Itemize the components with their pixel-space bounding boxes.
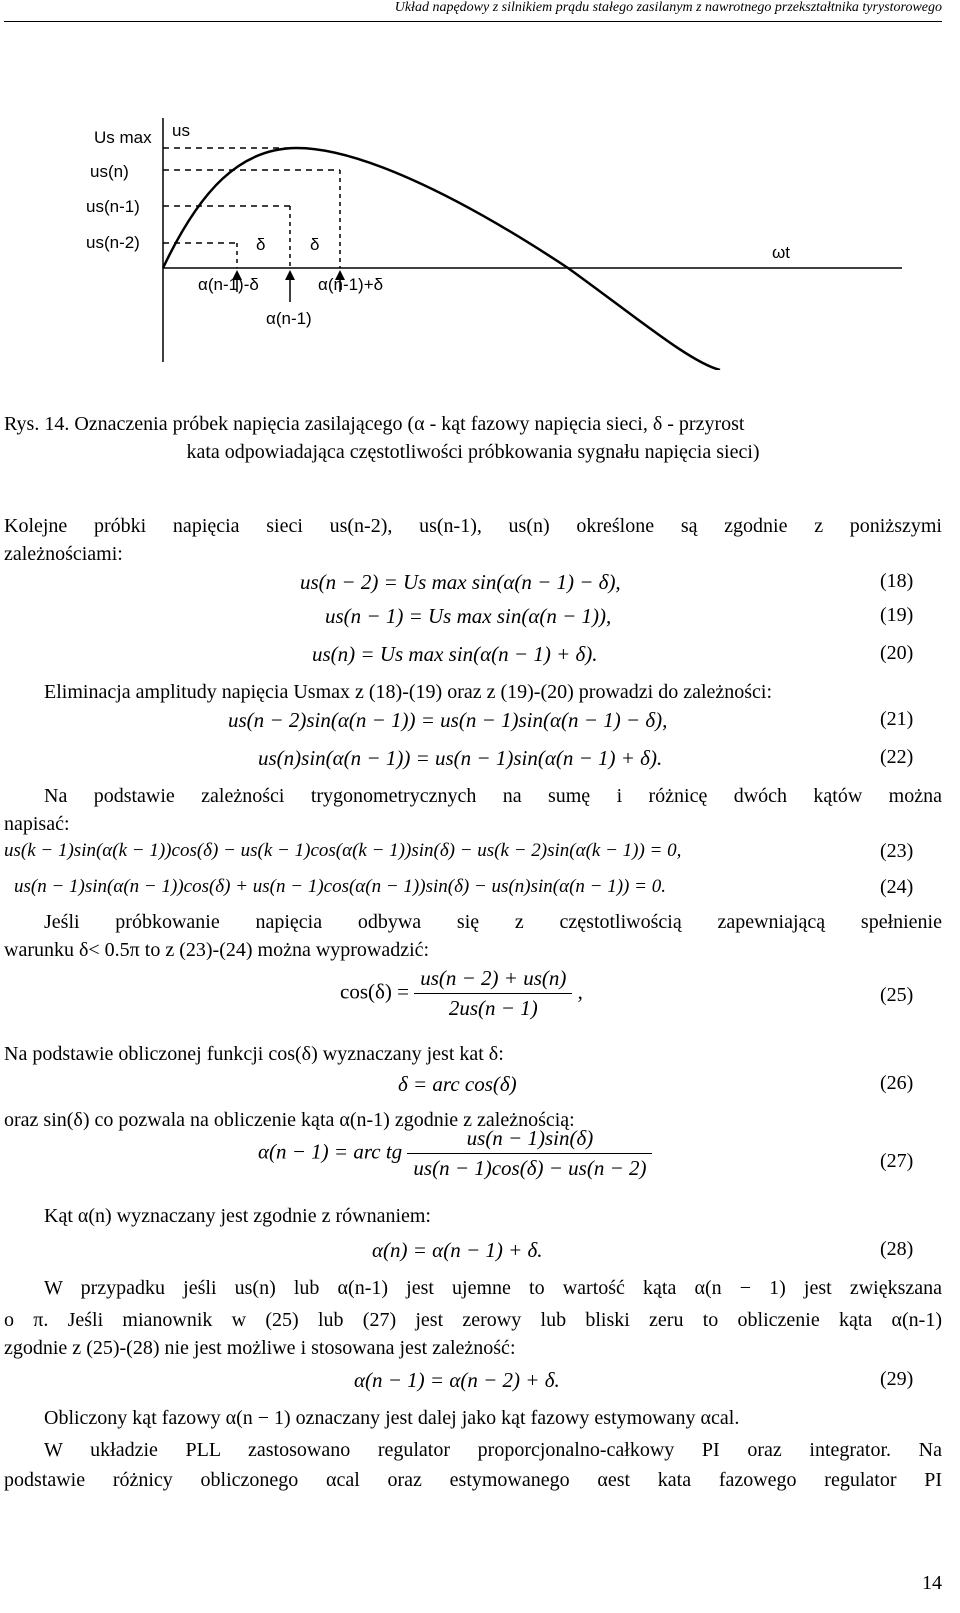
- equation-24: us(n − 1)sin(α(n − 1))cos(δ) + us(n − 1)cos(α(n − 1))sin(δ) − us(n)sin(α(n − 1)) = 0.: [14, 876, 666, 897]
- equation-27: [258, 1126, 652, 1181]
- equation-number-23: (23): [880, 840, 914, 862]
- paragraph-negative-line1: W przypadku jeśli us(n) lub α(n-1) jest ujemne to wartość kąta α(n − 1) jest zwiększana: [44, 1277, 942, 1299]
- paragraph-trig-line1: Na podstawie zależności trygonometrycznych na sumę i różnicę dwóch kątów można: [44, 785, 942, 807]
- equation-27-numerator: us(n − 1)sin(δ): [407, 1126, 652, 1154]
- equation-20: us(n) = Us max sin(α(n − 1) + δ).: [312, 642, 598, 666]
- running-header: Układ napędowy z silnikiem prądu stałego zasilanym z nawrotnego przekształtnika tyrystorowego: [394, 0, 942, 15]
- paragraph-intro-line1: Kolejne próbki napięcia sieci us(n-2), us(n-1), us(n) określone są zgodnie z poniższymi: [4, 515, 942, 537]
- label-us-n1: us(n-1): [86, 197, 140, 216]
- figure-caption-line1: Rys. 14. Oznaczenia próbek napięcia zasilającego (α - kąt fazowy napięcia sieci, δ - przyrost: [4, 413, 745, 435]
- equation-29: α(n − 1) = α(n − 2) + δ.: [354, 1368, 560, 1392]
- equation-number-25: (25): [880, 984, 914, 1006]
- paragraph-negative-line2: o π. Jeśli mianownik w (25) lub (27) jest zerowy lub bliski zeru to obliczenie kąta α(n-1): [4, 1309, 942, 1331]
- label-delta-right: δ: [310, 235, 320, 254]
- label-delta-left: δ: [256, 235, 266, 254]
- equation-19: us(n − 1) = Us max sin(α(n − 1)),: [325, 604, 612, 628]
- paragraph-elimination: Eliminacja amplitudy napięcia Usmax z (18)-(19) oraz z (19)-(20) prowadzi do zależności:: [44, 681, 773, 703]
- equation-25-lhs: cos(δ) =: [340, 979, 409, 1004]
- label-us-n2: us(n-2): [86, 233, 140, 252]
- paragraph-pll-line2: podstawie różnicy obliczonego αcal oraz estymowanego αest kata fazowego regulator PI: [4, 1469, 942, 1491]
- figure-caption-line2: kata odpowiadająca częstotliwości próbkowania sygnału napięcia sieci): [186, 441, 760, 463]
- equation-number-27: (27): [880, 1150, 914, 1172]
- equation-27-lhs: α(n − 1) = arc tg: [258, 1139, 403, 1164]
- equation-21: us(n − 2)sin(α(n − 1)) = us(n − 1)sin(α(n − 1) − δ),: [228, 708, 668, 732]
- label-alpha-center: α(n-1): [266, 309, 312, 328]
- page-number: 14: [922, 1572, 942, 1594]
- label-alpha-minus: α(n-1)-δ: [198, 275, 259, 294]
- sine-figure: [0, 0, 960, 370]
- equation-number-18: (18): [880, 570, 914, 592]
- equation-25-tail: ,: [577, 979, 583, 1004]
- equation-number-22: (22): [880, 746, 914, 768]
- equation-number-21: (21): [880, 708, 914, 730]
- equation-number-29: (29): [880, 1368, 914, 1390]
- equation-18: us(n − 2) = Us max sin(α(n − 1) − δ),: [300, 570, 621, 594]
- equation-23: us(k − 1)sin(α(k − 1))cos(δ) − us(k − 1)cos(α(k − 1))sin(δ) − us(k − 2)sin(α(k − 1)) = 0,: [4, 840, 682, 861]
- equation-number-19: (19): [880, 604, 914, 626]
- equation-25-numerator: us(n − 2) + us(n): [414, 966, 572, 994]
- paragraph-sampling-line2: warunku δ< 0.5π to z (23)-(24) można wyprowadzić:: [4, 939, 430, 961]
- paragraph-alpha-n: Kąt α(n) wyznaczany jest zgodnie z równaniem:: [44, 1205, 431, 1227]
- equation-25: [340, 966, 583, 1021]
- equation-25-fraction: [414, 966, 572, 1021]
- label-omega-t: ωt: [772, 243, 790, 262]
- label-us-max: Us max: [94, 128, 152, 147]
- paragraph-pll-line1: W układzie PLL zastosowano regulator proporcjonalno-całkowy PI oraz integrator. Na: [44, 1439, 942, 1461]
- arrow-head-alpha-center: [285, 270, 295, 280]
- label-us-n: us(n): [90, 162, 129, 181]
- equation-25-denominator: 2us(n − 1): [448, 996, 538, 1020]
- paragraph-sin: oraz sin(δ) co pozwala na obliczenie kąta α(n-1) zgodnie z zależnością:: [4, 1109, 575, 1131]
- equation-number-24: (24): [880, 876, 914, 898]
- equation-number-28: (28): [880, 1238, 914, 1260]
- equation-number-26: (26): [880, 1072, 914, 1094]
- paragraph-estimated: Obliczony kąt fazowy α(n − 1) oznaczany jest dalej jako kąt fazowy estymowany αcal.: [44, 1407, 740, 1429]
- sine-curve: [163, 148, 720, 370]
- equation-22: us(n)sin(α(n − 1)) = us(n − 1)sin(α(n − 1) + δ).: [258, 746, 663, 770]
- paragraph-sampling-line1: Jeśli próbkowanie napięcia odbywa się z częstotliwością zapewniającą spełnienie: [44, 911, 942, 933]
- label-alpha-plus: α(n-1)+δ: [318, 275, 384, 294]
- label-us-axis: us: [172, 121, 190, 140]
- equation-number-20: (20): [880, 642, 914, 664]
- paragraph-negative-line3: zgodnie z (25)-(28) nie jest możliwe i stosowana jest zależność:: [4, 1337, 516, 1359]
- paragraph-trig-line2: napisać:: [4, 813, 70, 835]
- equation-27-denominator: us(n − 1)cos(δ) − us(n − 2): [413, 1156, 647, 1180]
- equation-27-fraction: [407, 1126, 652, 1181]
- equation-28: α(n) = α(n − 1) + δ.: [372, 1238, 543, 1262]
- paragraph-intro-line2: zależnościami:: [4, 543, 123, 565]
- paragraph-cos: Na podstawie obliczonej funkcji cos(δ) wyznaczany jest kat δ:: [4, 1043, 504, 1065]
- equation-26: δ = arc cos(δ): [398, 1072, 517, 1096]
